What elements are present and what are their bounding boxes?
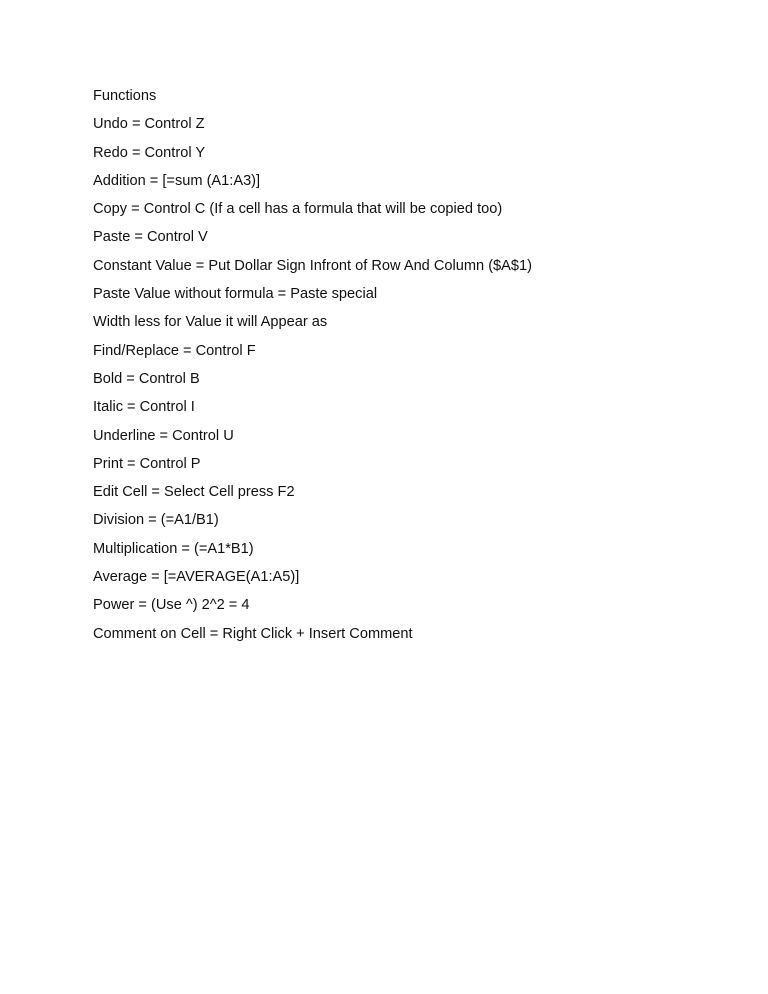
text-line-italic: Italic = Control I [93,399,195,416]
text-line-copy: Copy = Control C (If a cell has a formula that will be copied too) [93,201,503,218]
text-line-find-replace: Find/Replace = Control F [93,342,256,359]
text-line-bold: Bold = Control B [93,370,200,387]
document-heading: Functions [93,88,157,104]
text-line-redo: Redo = Control Y [93,144,206,161]
text-line-average: Average = [=AVERAGE(A1:A5)] [93,569,300,586]
text-line-undo: Undo = Control Z [93,116,205,133]
text-line-paste-value: Paste Value without formula = Paste special [93,286,378,303]
text-line-multiplication: Multiplication = (=A1*B1) [93,540,254,557]
text-line-power: Power = (Use ^) 2^2 = 4 [93,597,250,614]
text-line-constant-value: Constant Value = Put Dollar Sign Infront of Row And Column ($A$1) [93,257,532,274]
text-line-addition: Addition = [=sum (A1:A3)] [93,172,261,189]
text-line-comment-on-cell: Comment on Cell = Right Click + Insert Comment [93,625,413,642]
text-line-paste: Paste = Control V [93,229,208,246]
text-line-edit-cell: Edit Cell = Select Cell press F2 [93,484,295,501]
text-line-underline: Underline = Control U [93,427,234,444]
text-line-print: Print = Control P [93,455,201,472]
text-line-width-less: Width less for Value it will Appear as [93,314,328,331]
text-line-division: Division = (=A1/B1) [93,512,219,529]
document-body [93,82,733,648]
